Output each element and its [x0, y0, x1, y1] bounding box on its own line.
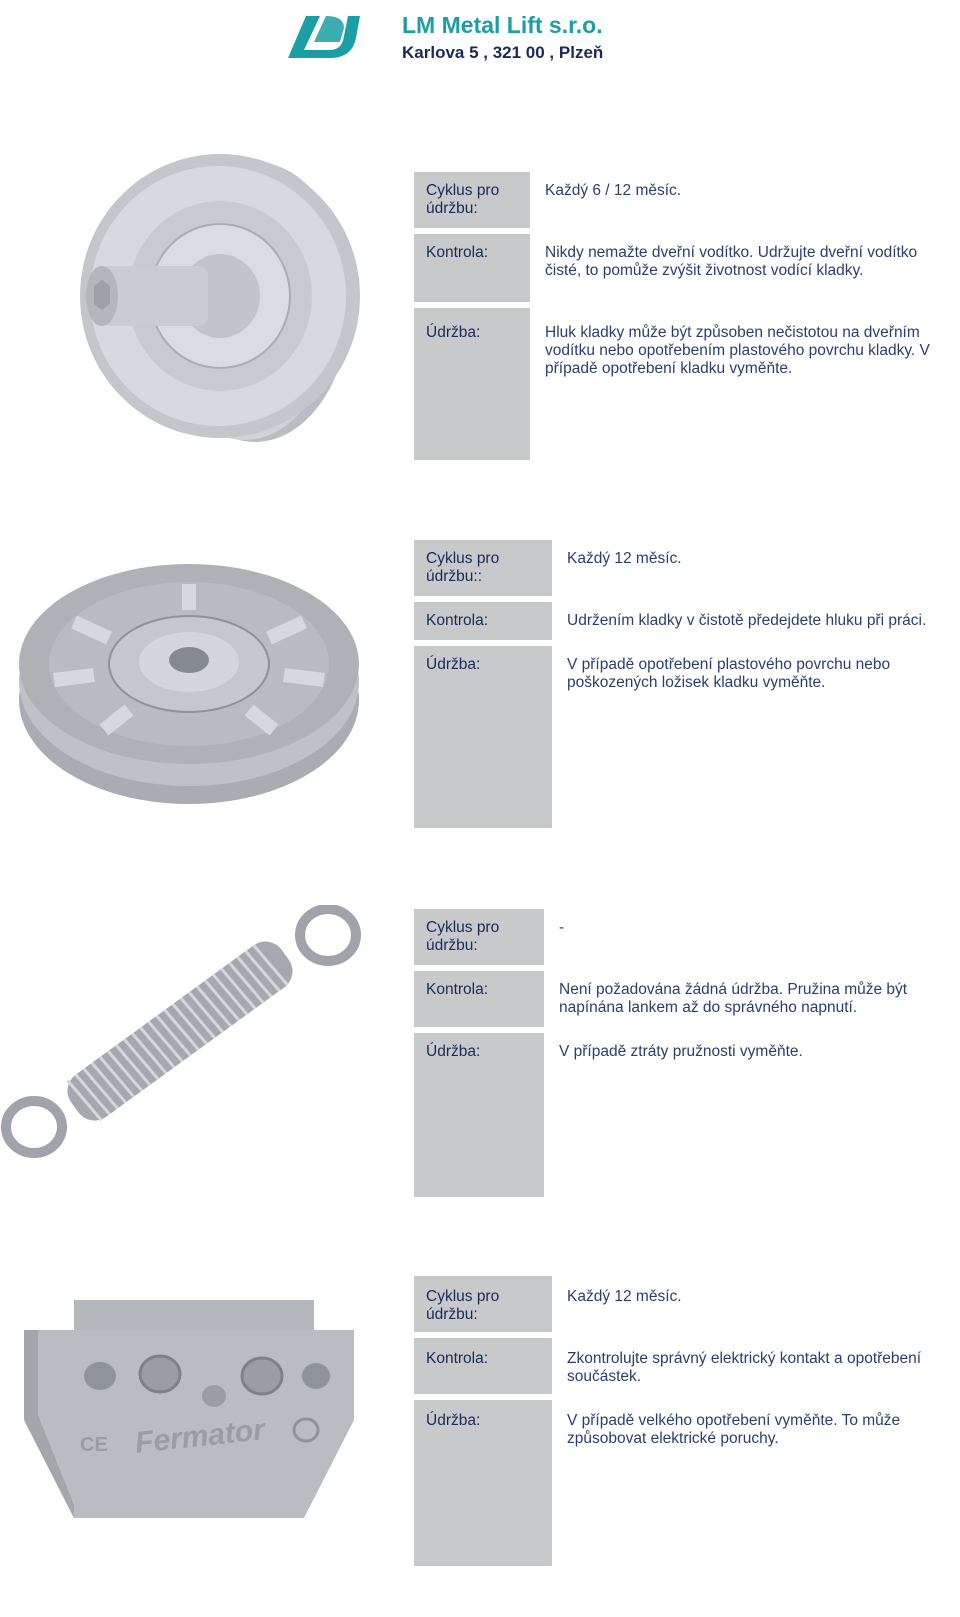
- labels-column: [414, 540, 552, 828]
- check-value: Udržením kladky v čistotě předejdete hluku při práci.: [567, 612, 927, 629]
- maintenance-value: V případě opotřebení plastového povrchu nebo poškozených ložisek kladku vyměňte.: [567, 656, 891, 691]
- ce-mark: CE: [80, 1434, 108, 1456]
- cycle-value: Každý 6 / 12 měsíc.: [545, 182, 682, 199]
- check-value: Není požadována žádná údržba. Pružina může být napínána lankem až do správného napnutí.: [559, 981, 908, 1016]
- fermator-contact-block-image: [14, 1290, 364, 1530]
- company-name: LM Metal Lift s.r.o.: [402, 12, 603, 38]
- labels-column: [414, 1276, 552, 1566]
- divider: [414, 1332, 552, 1338]
- labels-column: [414, 172, 530, 460]
- divider: [414, 1027, 544, 1033]
- divider: [414, 302, 530, 308]
- rope-pulley-image: [14, 560, 364, 810]
- maintenance-label: Údržba:: [426, 324, 481, 341]
- check-label: Kontrola:: [426, 612, 489, 629]
- section-fermator-contact-block: [0, 1276, 960, 1568]
- maintenance-label: Údržba:: [426, 1412, 481, 1429]
- cycle-label: Cyklus pro údržbu:: [426, 182, 500, 217]
- maintenance-value: V případě velkého opotřebení vyměňte. To může způsobovat elektrické poruchy.: [567, 1412, 901, 1447]
- divider: [414, 965, 544, 971]
- cycle-label: Cyklus pro údržbu::: [426, 550, 500, 585]
- fermator-brand-text: Fermator: [133, 1413, 267, 1460]
- labels-column: [414, 909, 544, 1197]
- maintenance-value: Hluk kladky může být způsoben nečistotou na dveřním vodítku nebo opotřebením plastového povrchu kladky. V případě opotřebení kladku vyměňte.: [545, 324, 930, 377]
- company-header: [284, 6, 664, 64]
- maintenance-label: Údržba:: [426, 1043, 481, 1060]
- door-guide-roller-image: [40, 154, 370, 444]
- tension-spring-image: [0, 905, 370, 1165]
- divider: [414, 1394, 552, 1400]
- maintenance-label: Údržba:: [426, 656, 481, 673]
- cycle-label: Cyklus pro údržbu:: [426, 1288, 500, 1323]
- maintenance-value: V případě ztráty pružnosti vyměňte.: [559, 1043, 803, 1060]
- cycle-value: -: [559, 919, 565, 936]
- cycle-value: Každý 12 měsíc.: [567, 550, 682, 567]
- check-value: Zkontrolujte správný elektrický kontakt a opotřebení součástek.: [567, 1350, 922, 1385]
- check-label: Kontrola:: [426, 1350, 489, 1367]
- company-logo: [284, 6, 364, 62]
- cycle-label: Cyklus pro údržbu:: [426, 919, 500, 954]
- divider: [414, 228, 530, 234]
- check-label: Kontrola:: [426, 244, 489, 261]
- divider: [414, 640, 552, 646]
- check-value: Nikdy nemažte dveřní vodítko. Udržujte dveřní vodítko čisté, to pomůže zvýšit životnost vodící kladky.: [545, 244, 918, 279]
- check-label: Kontrola:: [426, 981, 489, 998]
- cycle-value: Každý 12 měsíc.: [567, 1288, 682, 1305]
- section-tension-spring: [0, 905, 960, 1197]
- divider: [414, 596, 552, 602]
- section-door-guide-roller: [0, 150, 960, 460]
- section-rope-pulley: [0, 540, 960, 830]
- company-address: Karlova 5 , 321 00 , Plzeň: [402, 43, 604, 62]
